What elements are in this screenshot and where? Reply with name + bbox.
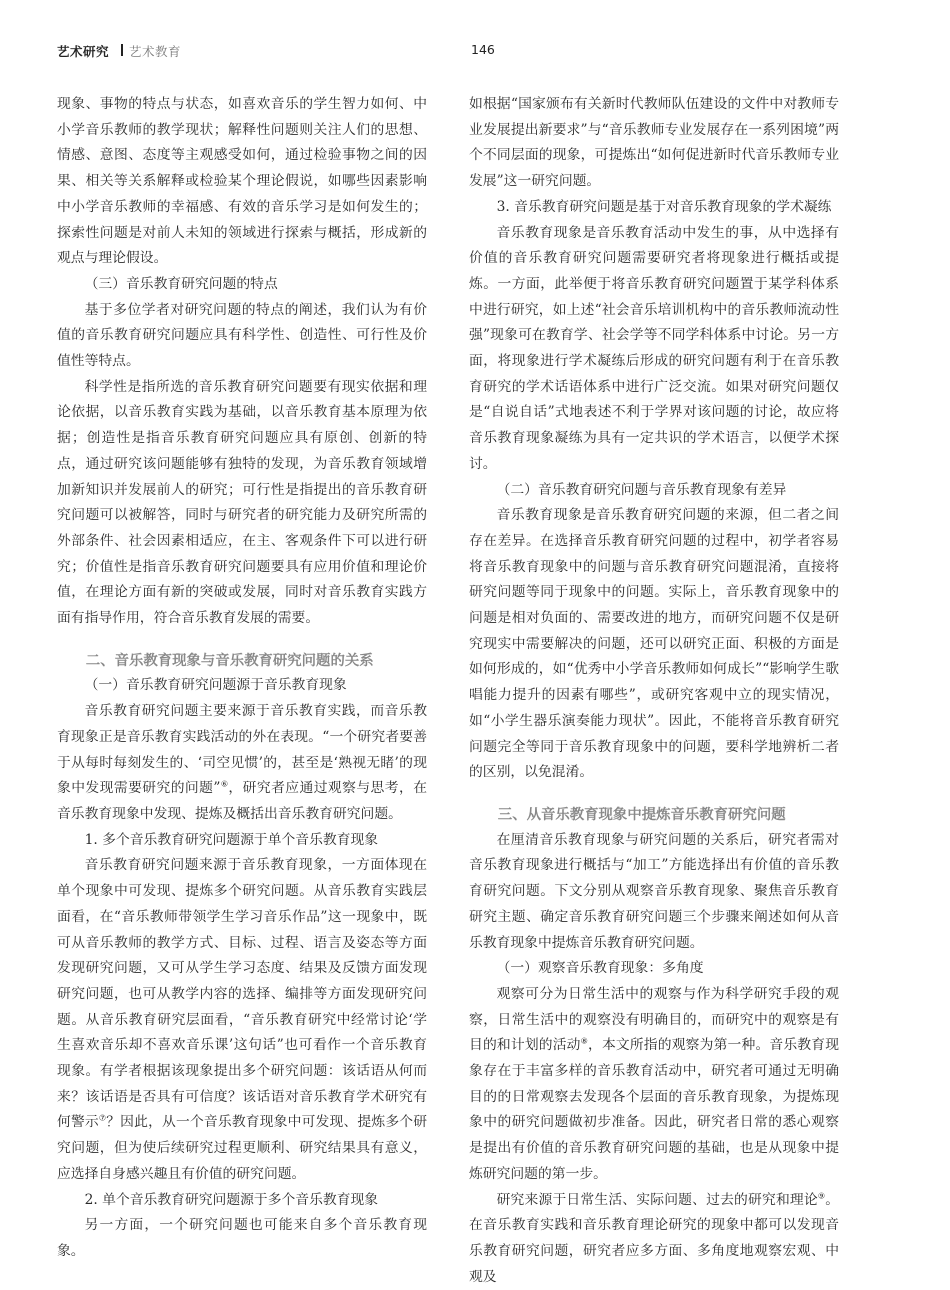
subsubsection-heading: 1. 多个音乐教育研究问题源于单个音乐教育现象 bbox=[84, 831, 379, 848]
paragraph-text: ，本文所指的观察为第一种。音乐教育现象存在于丰富多样的音乐教育活动中，研究者可通过无明确目的的日常观察去发现各个层面的音乐教育现象，为提炼现象中的研究问题做初步准备。因此，研究者日常的悉心观察是提出有价值的音乐教育研究问题的基础，也是从现象中提炼研究问题的第一步。 bbox=[469, 1037, 840, 1182]
right-column bbox=[469, 92, 839, 1290]
paragraph: 在厘清音乐教育现象与研究问题的关系后，研究者需对音乐教育现象进行概括与“加工”方能选择出有价值的音乐教育研究问题。下文分别从观察音乐教育现象、聚焦音乐教育研究主题、确定音乐教育研究问题三个步骤来阐述如何从音乐教育现象中提炼音乐教育研究问题。 bbox=[469, 831, 839, 951]
left-column bbox=[57, 92, 427, 1265]
paragraph: 另一方面，一个研究问题也可能来自多个音乐教育现象。 bbox=[57, 1217, 427, 1259]
paragraph bbox=[469, 1188, 839, 1290]
section-heading: 二、音乐教育现象与音乐教育研究问题的关系 bbox=[85, 651, 374, 669]
paragraph bbox=[57, 853, 427, 1187]
paragraph: 音乐教育现象是音乐教育研究问题的来源，但二者之间存在差异。在选择音乐教育研究问题的过程中，初学者容易将音乐教育现象中的问题与音乐教育研究问题混淆，直接将研究问题等同于现象中的问题。实际上，音乐教育现象中的问题是相对负面的、需要改进的地方，而研究问题不仅是研究现实中需要解决的问题，还可以研究正面、积极的方面是如何形成的，如“优秀中小学音乐教师如何成长”“影响学生歌唱能力提升的因素有哪些”，或研究客观中立的现实情况，如“小学生器乐演奏能力现状”。因此，不能将音乐教育研究问题完全等同于音乐教育现象中的问题，要科学地辨析二者的区别，以免混淆。 bbox=[469, 507, 839, 781]
paragraph-text: 研究来源于日常生活、实际问题、过去的研究和理论 bbox=[496, 1191, 818, 1208]
paragraph: 现象、事物的特点与状态，如喜欢音乐的学生智力如何、中小学音乐教师的教学现状；解释性问题则关注人们的思想、情感、意图、态度等主观感受如何，通过检验事物之间的因果、相关等关系解释或检验某个理论假说，如哪些因素影响中小学音乐教师的幸福感、有效的音乐学习是如何发生的；探索性问题是对前人未知的领域进行探索与概括，形成新的观点与理论假设。 bbox=[57, 96, 427, 267]
paragraph bbox=[469, 982, 839, 1188]
subsubsection-heading: 3. 音乐教育研究问题是基于对音乐教育现象的学术凝练 bbox=[496, 198, 832, 215]
footnote-ref: ⑨ bbox=[817, 1190, 826, 1200]
spacer bbox=[57, 632, 427, 648]
page-header bbox=[57, 40, 897, 64]
paragraph-text: 观察可分为日常生活中的观察与作为科学研究手段的观察，日常生活中的观察没有明确目的，而研究中的观察是有目的和计划的活动 bbox=[469, 985, 839, 1054]
paragraph: 如根据“国家颁布有关新时代教师队伍建设的文件中对教师专业发展提出新要求”与“音乐教师专业发展存在一系列困境”两个不同层面的现象，可提炼出“如何促进新时代音乐教师专业发展”这一研究问题。 bbox=[469, 96, 839, 190]
paragraph: 音乐教育现象是音乐教育活动中发生的事，从中选择有价值的音乐教育研究问题需要研究者将现象进行概括或提炼。一方面，此举便于将音乐教育研究问题置于某学科体系中进行研究，如上述“社会音乐培训机构中的音乐教师流动性强”现象可在教育学、社会学等不同学科体系中讨论。另一方面，将现象进行学术凝练后形成的研究问题有利于在音乐教育研究的学术话语体系中进行广泛交流。如果对研究问题仅是“自说自话”式地表述不利于学界对该问题的讨论，故应将音乐教育现象凝练为具有一定共识的学术语言，以便学术探讨。 bbox=[469, 224, 839, 472]
paragraph-text: 音乐教育研究问题来源于音乐教育现象，一方面体现在单个现象中可发现、提炼多个研究问题。从音乐教育实践层面看，在“音乐教师带领学生学习音乐作品”这一现象中，既可从音乐教师的教学方式、目标、过程、语言及姿态等方面发现研究问题，又可从学生学习态度、结果及反馈方面发现研究问题，也可从教学内容的选择、编排等方面发现研究问题。从音乐教育研究层面看，“音乐教育研究中经常讨论‘学生喜欢音乐却不喜欢音乐课’这句话”也可看作一个音乐教育现象。有学者根据该现象提出多个研究问题：该话语从何而来？该话语是否具有可信度？该话语对音乐教育学术研究有何警示 bbox=[57, 857, 427, 1131]
journal-name: 艺术研究 bbox=[57, 44, 110, 59]
subsection-heading: （三）音乐教育研究问题的特点 bbox=[84, 275, 278, 292]
paragraph-text: 。在音乐教育实践和音乐教育理论研究的现象中都可以发现音乐教育研究问题，研究者应多方面、多角度地观察宏观、中观及 bbox=[469, 1191, 839, 1285]
footnote-ref: ⑦ bbox=[98, 1113, 107, 1123]
section-name: 艺术教育 bbox=[129, 44, 182, 59]
subsection-heading: （一）音乐教育研究问题源于音乐教育现象 bbox=[84, 677, 347, 694]
header-separator bbox=[121, 44, 123, 56]
paragraph-text: 音乐教育研究问题主要来源于音乐教育实践，而音乐教育现象正是音乐教育实践活动的外在表现。“一个研究者要善于从每时每刻发生的、‘司空见惯’的，甚至是‘熟视无睹’的现象中发现需要研究的问题” bbox=[57, 703, 427, 797]
footnote-ref: ⑧ bbox=[580, 1036, 588, 1046]
paragraph: 基于多位学者对研究问题的特点的阐述，我们认为有价值的音乐教育研究问题应具有科学性、创造性、可行性及价值性等特点。 bbox=[57, 301, 427, 370]
spacer bbox=[469, 786, 839, 802]
paragraph bbox=[57, 699, 427, 828]
footnote-ref: ⑥ bbox=[220, 779, 229, 789]
section-heading: 三、从音乐教育现象中提炼音乐教育研究问题 bbox=[497, 805, 786, 823]
subsection-heading: （一）观察音乐教育现象：多角度 bbox=[496, 960, 704, 977]
page-number: 146 bbox=[471, 42, 495, 57]
subsubsection-heading: 2. 单个音乐教育研究问题源于多个音乐教育现象 bbox=[84, 1191, 379, 1208]
paragraph: 科学性是指所选的音乐教育研究问题要有现实依据和理论依据，以音乐教育实践为基础，以音乐教育基本原理为依据；创造性是指音乐教育研究问题应具有原创、创新的特点，通过研究该问题能够有独特的发现，为音乐教育领域增加新知识并发展前人的研究；可行性是指提出的音乐教育研究问题可以被解答，同时与研究者的研究能力及研究所需的外部条件、社会因素相适应，在主、客观条件下可以进行研究；价值性是指音乐教育研究问题要具有应用价值和理论价值，在理论方面有新的突破或发展，同时对音乐教育实践方面有指导作用，符合音乐教育发展的需要。 bbox=[57, 378, 427, 627]
paragraph-text: ，研究者应通过观察与思考，在音乐教育现象中发现、提炼及概括出音乐教育研究问题。 bbox=[57, 780, 427, 822]
paragraph-text: ？因此，从一个音乐教育现象中可发现、提炼多个研究问题，但为使后续研究过程更顺利、研究结果具有意义，应选择自身感兴趣且有价值的研究问题。 bbox=[57, 1114, 428, 1182]
subsection-heading: （二）音乐教育研究问题与音乐教育现象有差异 bbox=[496, 481, 787, 498]
